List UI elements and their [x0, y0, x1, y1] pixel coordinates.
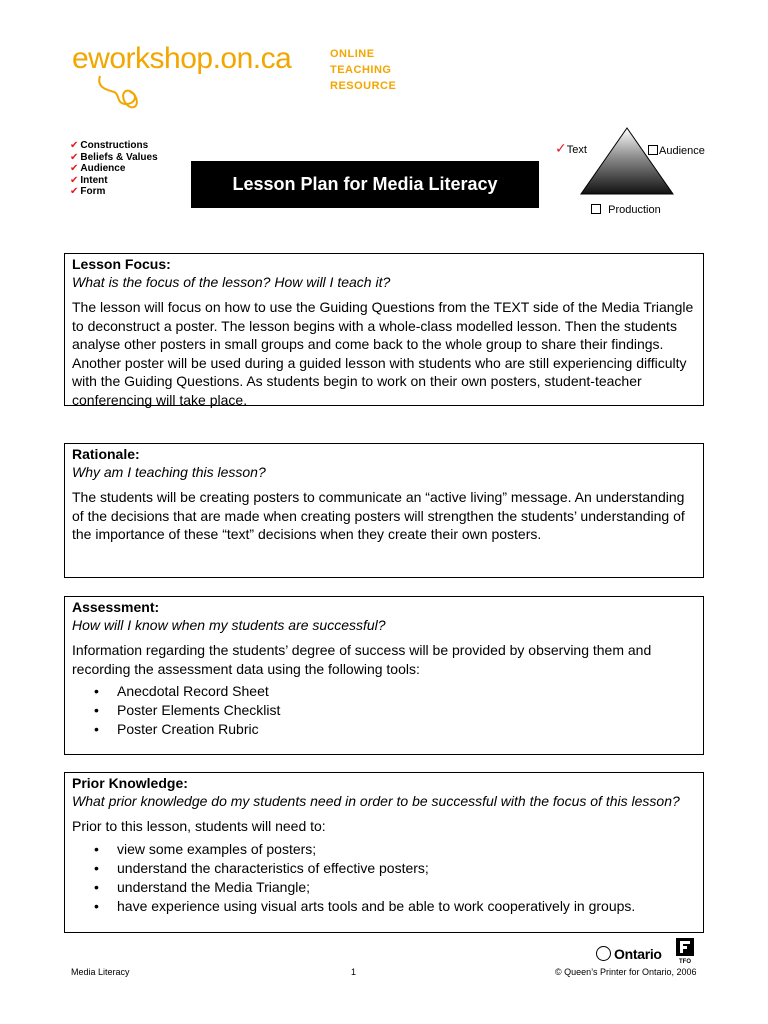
rationale-section: [64, 443, 704, 578]
page-number: 1: [351, 967, 357, 977]
page-title-bar: [191, 161, 539, 208]
list-item: • Poster Elements Checklist: [72, 701, 696, 720]
checkmark-icon: ✔: [70, 186, 79, 198]
checklist-item: ✔ Form: [70, 186, 106, 198]
tfo-logo: [676, 938, 694, 964]
list-item: • understand the characteristics of effective posters;: [72, 859, 696, 878]
triangle-production-label: Production: [591, 204, 661, 216]
list-item: • have experience using visual arts tools and be able to work cooperatively in groups.: [72, 897, 696, 916]
checklist-item: ✔ Audience: [70, 163, 126, 175]
assessment-section: [64, 596, 704, 755]
assessment-tools-list: [72, 682, 696, 739]
checklist-item: ✔ Beliefs & Values: [70, 151, 158, 163]
ontario-logo: Ontario: [596, 946, 662, 962]
section-heading: Rationale:: [72, 446, 140, 462]
list-item: • Poster Creation Rubric: [72, 720, 696, 739]
tagline-line: ONLINE: [330, 48, 375, 60]
section-question: Why am I teaching this lesson?: [72, 464, 266, 480]
section-heading: Lesson Focus:: [72, 256, 171, 272]
section-body: Information regarding the students’ degree of success will be provided by observing them and recording the assessment data using the following tools:: [72, 642, 652, 677]
logo-text: eworkshop.on.ca: [72, 42, 292, 75]
triangle-text-label: ✓Text: [555, 140, 587, 156]
prior-knowledge-list: [72, 840, 696, 916]
tagline-line: TEACHING: [330, 64, 392, 76]
triangle-audience-label: Audience: [648, 145, 705, 157]
tagline-line: RESOURCE: [330, 80, 397, 92]
section-body: The students will be creating posters to communicate an “active living” message. An understanding of the decisions that are made when creating posters will strengthen the students’ understanding of the importance of these “text” decisions when they create their own posters.: [72, 489, 685, 542]
section-question: How will I know when my students are successful?: [72, 617, 386, 633]
section-question: What is the focus of the lesson? How will I teach it?: [72, 274, 391, 290]
site-logo: [72, 42, 291, 76]
footer-course-name: Media Literacy: [71, 967, 130, 977]
section-body: Prior to this lesson, students will need to:: [72, 818, 326, 834]
tfo-logo-text: TFO: [679, 959, 691, 964]
checkmark-icon: ✓: [555, 140, 567, 156]
checkbox-icon: [648, 145, 658, 155]
list-item: • understand the Media Triangle;: [72, 878, 696, 897]
section-body: The lesson will focus on how to use the Guiding Questions from the TEXT side of the Media Triangle to deconstruct a poster. The lesson begins with a whole-class modelled lesson. Then the students analyse other posters in small groups and come back to the whole group to share their findings. Another poster will be used during a guided lesson with students who are still experiencing difficulty with the Guiding Questions. As students begin to work on their own posters, student-teacher conferencing will take place.: [72, 299, 694, 408]
section-heading: Assessment:: [72, 599, 160, 615]
mouse-cable-logo-graphic: [96, 74, 146, 110]
checkmark-icon: ✔: [70, 140, 79, 151]
lesson-focus-section: [64, 253, 704, 406]
trillium-icon: [596, 946, 611, 961]
checkmark-icon: ✔: [70, 163, 79, 175]
checklist-item: ✔ Constructions: [70, 140, 149, 151]
logo-tagline: [330, 46, 396, 94]
section-heading: Prior Knowledge:: [72, 775, 188, 791]
footer-copyright: © Queen’s Printer for Ontario, 2006: [555, 967, 697, 977]
key-concepts-checklist: [70, 140, 158, 198]
checkmark-icon: ✔: [70, 174, 79, 186]
checklist-item: ✔ Intent: [70, 174, 108, 186]
checkbox-icon: [591, 204, 601, 214]
list-item: • Anecdotal Record Sheet: [72, 682, 696, 701]
page-title: Lesson Plan for Media Literacy: [232, 174, 498, 194]
checkmark-icon: ✔: [70, 151, 79, 163]
triangle-graphic: [579, 126, 675, 198]
media-triangle: [555, 124, 735, 224]
list-item: • view some examples of posters;: [72, 840, 696, 859]
prior-knowledge-section: [64, 772, 704, 933]
section-question: What prior knowledge do my students need in order to be successful with the focus of this lesson?: [72, 793, 680, 809]
